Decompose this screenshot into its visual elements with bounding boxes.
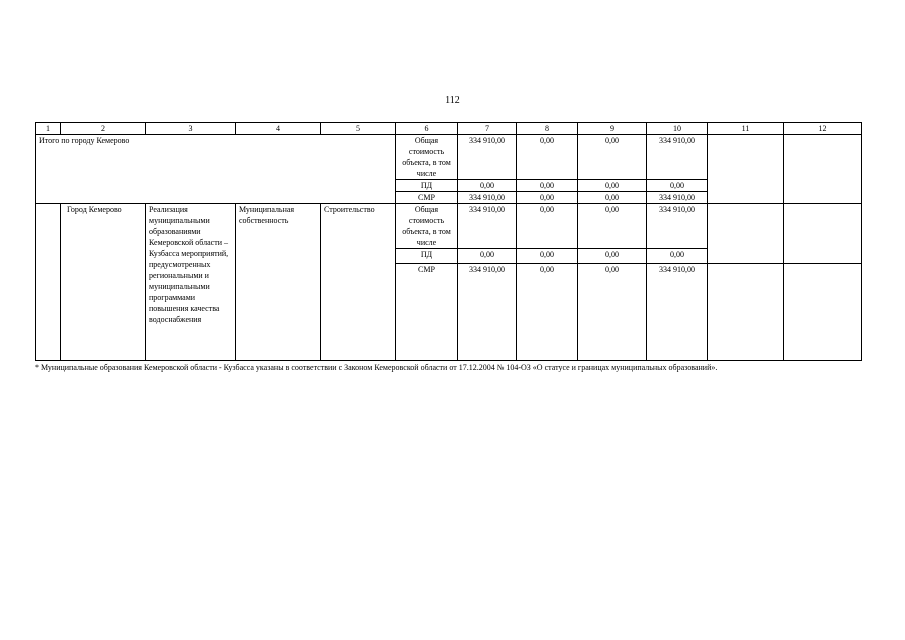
cell-empty xyxy=(708,204,784,264)
cell-indicator: Общая стоимость объекта, в том числе xyxy=(396,204,458,249)
cell-empty xyxy=(784,204,862,264)
cell-ownership: Муниципальная собственность xyxy=(236,204,321,361)
cell-municipality: Город Кемерово xyxy=(61,204,146,361)
column-number: 8 xyxy=(517,123,578,135)
column-number: 5 xyxy=(321,123,396,135)
cell-value: 334 910,00 xyxy=(647,264,708,361)
cell-value: 0,00 xyxy=(578,180,647,192)
column-number: 4 xyxy=(236,123,321,135)
column-number: 7 xyxy=(458,123,517,135)
cell-value: 0,00 xyxy=(578,135,647,180)
cell-empty xyxy=(708,264,784,361)
column-number: 11 xyxy=(708,123,784,135)
cell-value: 0,00 xyxy=(458,249,517,264)
cell-indicator: СМР xyxy=(396,192,458,204)
cell-value: 0,00 xyxy=(578,264,647,361)
cell-value: 0,00 xyxy=(647,249,708,264)
cell-value: 0,00 xyxy=(578,204,647,249)
cell-empty xyxy=(784,264,862,361)
cell-value: 0,00 xyxy=(578,249,647,264)
cell-empty xyxy=(708,135,784,204)
cell-value: 334 910,00 xyxy=(458,192,517,204)
cell-indicator: Общая стоимость объекта, в том числе xyxy=(396,135,458,180)
cell-empty xyxy=(36,204,61,361)
cell-value: 0,00 xyxy=(517,135,578,180)
cell-indicator: СМР xyxy=(396,264,458,361)
cell-work-type: Строительство xyxy=(321,204,396,361)
column-number: 6 xyxy=(396,123,458,135)
column-number: 9 xyxy=(578,123,647,135)
column-number: 3 xyxy=(146,123,236,135)
footnote: * Муниципальные образования Кемеровской области - Кузбасса указаны в соответствии с Законом Кемеровской области от 17.12.2004 № 104-ОЗ «О статусе и границах муниципальных образований». xyxy=(35,363,718,372)
cell-indicator: ПД xyxy=(396,249,458,264)
cell-value: 0,00 xyxy=(517,264,578,361)
cell-value: 0,00 xyxy=(517,249,578,264)
object-row xyxy=(36,204,862,249)
cell-indicator: ПД xyxy=(396,180,458,192)
cell-value: 334 910,00 xyxy=(647,135,708,180)
total-row xyxy=(36,135,862,180)
column-number: 12 xyxy=(784,123,862,135)
cell-value: 334 910,00 xyxy=(458,204,517,249)
page-number: 112 xyxy=(445,95,460,106)
cell-value: 0,00 xyxy=(578,192,647,204)
cell-value: 0,00 xyxy=(517,192,578,204)
cell-empty xyxy=(784,135,862,204)
column-number: 10 xyxy=(647,123,708,135)
cell-value: 334 910,00 xyxy=(647,192,708,204)
total-label: Итого по городу Кемерово xyxy=(36,135,396,204)
cell-value: 0,00 xyxy=(517,204,578,249)
cell-value: 0,00 xyxy=(517,180,578,192)
cell-value: 334 910,00 xyxy=(647,204,708,249)
cell-value: 0,00 xyxy=(647,180,708,192)
cell-value: 334 910,00 xyxy=(458,264,517,361)
cell-value: 334 910,00 xyxy=(458,135,517,180)
column-numbers-row xyxy=(36,123,862,135)
column-number: 1 xyxy=(36,123,61,135)
investment-table xyxy=(35,122,862,361)
cell-object-name: Реализация муниципальными образованиями Кемеровской области – Кузбасса мероприятий, предусмотренных региональными и муниципальными программами повышения качества водоснабжения xyxy=(146,204,236,361)
column-number: 2 xyxy=(61,123,146,135)
cell-value: 0,00 xyxy=(458,180,517,192)
